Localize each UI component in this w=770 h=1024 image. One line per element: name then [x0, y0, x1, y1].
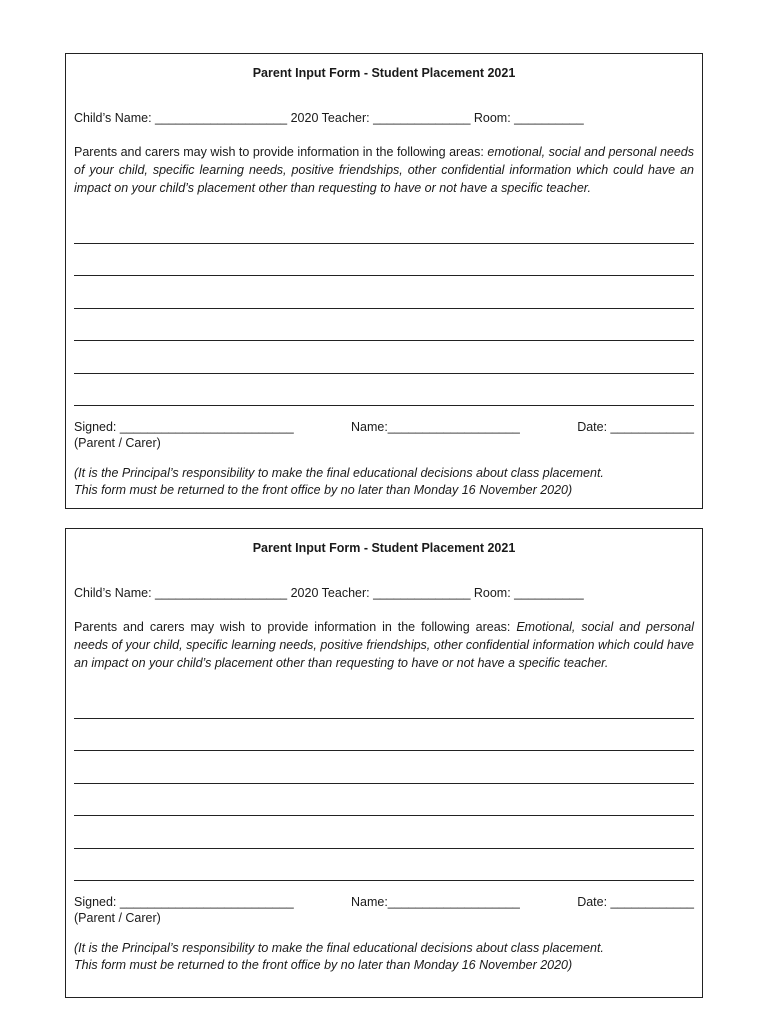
date-field[interactable]: Date: ____________: [577, 420, 694, 434]
signature-row: [74, 419, 694, 435]
instructions-italic: Emotional, social and personal needs of your child, specific learning needs, positive friendships, other confidential information which could have an impact on your child’s placement other than requesting to have or not have a specific teacher.: [74, 620, 694, 670]
response-lines: [74, 686, 694, 881]
response-line[interactable]: [74, 276, 694, 309]
note-line-1: (It is the Principal’s responsibility to make the final educational decisions about class placement.: [74, 466, 604, 480]
parent-input-form-2: [65, 528, 703, 998]
principal-note: [74, 465, 694, 499]
instructions-plain: Parents and carers may wish to provide information in the following areas:: [74, 145, 488, 159]
form-instructions: [74, 143, 694, 197]
signed-field[interactable]: Signed: _________________________: [74, 420, 294, 434]
principal-note: [74, 940, 694, 974]
form-title: Parent Input Form - Student Placement 2021: [252, 541, 516, 555]
note-line-2: This form must be returned to the front office by no later than Monday 16 November 2020): [74, 483, 573, 497]
form-instructions: [74, 618, 694, 672]
signed-field[interactable]: Signed: _________________________: [74, 895, 294, 909]
parent-carer-label: (Parent / Carer): [74, 436, 161, 450]
response-line[interactable]: [74, 784, 694, 817]
parent-carer-label: (Parent / Carer): [74, 911, 161, 925]
response-line[interactable]: [74, 309, 694, 342]
response-line[interactable]: [74, 341, 694, 374]
response-line[interactable]: [74, 686, 694, 719]
child-name-teacher-room-row: Child’s Name: ___________________ 2020 Teacher: ______________ Room: __________: [74, 111, 584, 125]
name-field[interactable]: Name:___________________: [350, 895, 520, 909]
note-line-1: (It is the Principal’s responsibility to make the final educational decisions about class placement.: [74, 941, 604, 955]
response-lines: [74, 211, 694, 406]
name-field[interactable]: Name:___________________: [350, 420, 520, 434]
response-line[interactable]: [74, 211, 694, 244]
response-line[interactable]: [74, 244, 694, 277]
date-field[interactable]: Date: ____________: [577, 895, 694, 909]
response-line[interactable]: [74, 751, 694, 784]
response-line[interactable]: [74, 719, 694, 752]
response-line[interactable]: [74, 374, 694, 407]
parent-input-form-1: [65, 53, 703, 509]
instructions-plain: Parents and carers may wish to provide information in the following areas:: [74, 620, 517, 634]
child-name-teacher-room-row: Child’s Name: ___________________ 2020 Teacher: ______________ Room: __________: [74, 586, 584, 600]
note-line-2: This form must be returned to the front office by no later than Monday 16 November 2020): [74, 958, 573, 972]
response-line[interactable]: [74, 849, 694, 882]
form-title: Parent Input Form - Student Placement 2021: [252, 66, 516, 80]
response-line[interactable]: [74, 816, 694, 849]
instructions-italic: emotional, social and personal needs of your child, specific learning needs, positive friendships, other confidential information which could have an impact on your child’s placement other than requesting to have or not have a specific teacher.: [74, 145, 695, 195]
signature-row: [74, 894, 694, 910]
